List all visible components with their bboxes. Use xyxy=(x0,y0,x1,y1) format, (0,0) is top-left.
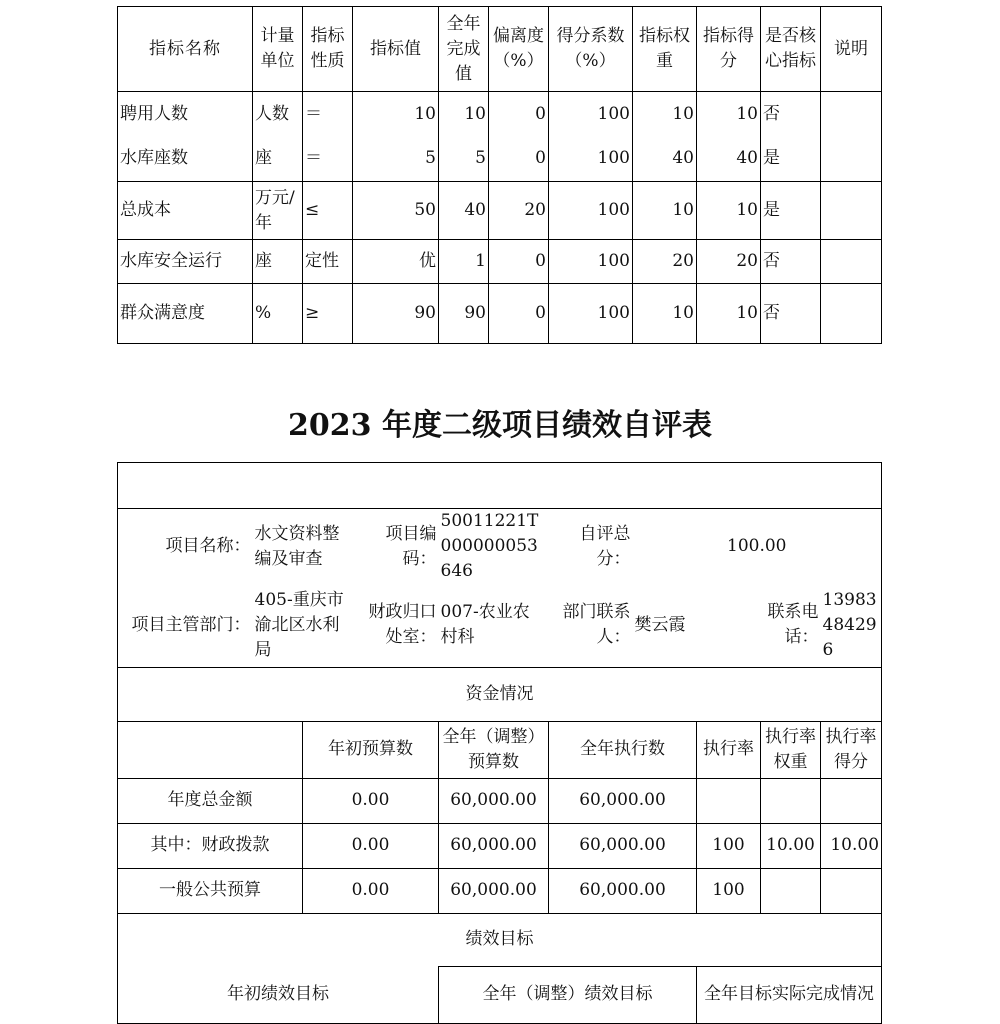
row-done: 1 xyxy=(439,240,489,284)
row-score: 40 xyxy=(697,137,761,182)
row-coef: 100 xyxy=(549,240,633,284)
row-note xyxy=(821,92,882,137)
goals-section-label: 绩效目标 xyxy=(118,913,882,966)
funds-row xyxy=(118,778,882,823)
header-deviation: 偏离度（%） xyxy=(489,7,549,92)
funds-row-adjusted: 60,000.00 xyxy=(439,823,549,868)
row-nature: ＝ xyxy=(303,137,353,182)
project-info-row xyxy=(118,509,882,585)
row-value: 优 xyxy=(353,240,439,284)
total-score-value: 100.00 xyxy=(633,509,882,585)
row-deviation: 20 xyxy=(489,182,549,240)
row-unit: 万元/年 xyxy=(253,182,303,240)
funds-row-rate-score: 10.00 xyxy=(821,823,882,868)
dept-label: 项目主管部门： xyxy=(118,584,253,667)
row-done: 10 xyxy=(439,92,489,137)
row-weight: 10 xyxy=(633,92,697,137)
row-done: 90 xyxy=(439,284,489,344)
funds-row-label: 其中：财政拨款 xyxy=(118,823,303,868)
header-value: 指标值 xyxy=(353,7,439,92)
row-score: 10 xyxy=(697,284,761,344)
page-title: 2023 年度二级项目绩效自评表 xyxy=(288,408,712,443)
row-note xyxy=(821,284,882,344)
header-nature: 指标性质 xyxy=(303,7,353,92)
project-code-value: 50011221T000000053646 xyxy=(439,509,549,585)
indicator-row xyxy=(118,182,882,240)
row-weight: 10 xyxy=(633,284,697,344)
phone-value: 13983484296 xyxy=(821,584,882,667)
funds-header-initial: 年初预算数 xyxy=(303,721,439,778)
project-dept-row xyxy=(118,584,882,667)
funds-header-rate-weight: 执行率权重 xyxy=(761,721,821,778)
indicator-row xyxy=(118,284,882,344)
funds-row-adjusted: 60,000.00 xyxy=(439,868,549,913)
row-coef: 100 xyxy=(549,137,633,182)
row-done: 40 xyxy=(439,182,489,240)
goals-actual-label: 全年目标实际完成情况 xyxy=(697,966,882,1023)
funds-section-row xyxy=(118,667,882,721)
header-weight: 指标权重 xyxy=(633,7,697,92)
row-nature: ≥ xyxy=(303,284,353,344)
funds-section-label: 资金情况 xyxy=(118,667,882,721)
total-score-label: 自评总分： xyxy=(549,509,633,585)
row-core: 是 xyxy=(761,137,821,182)
row-unit: % xyxy=(253,284,303,344)
row-coef: 100 xyxy=(549,284,633,344)
goals-section-row xyxy=(118,913,882,966)
row-deviation: 0 xyxy=(489,284,549,344)
row-deviation: 0 xyxy=(489,92,549,137)
header-core: 是否核心指标 xyxy=(761,7,821,92)
funds-row-rate-score xyxy=(821,778,882,823)
row-score: 10 xyxy=(697,92,761,137)
row-note xyxy=(821,137,882,182)
funds-row-executed: 60,000.00 xyxy=(549,823,697,868)
row-done: 5 xyxy=(439,137,489,182)
funds-row-label: 年度总金额 xyxy=(118,778,303,823)
row-nature: ＝ xyxy=(303,92,353,137)
row-coef: 100 xyxy=(549,92,633,137)
row-note xyxy=(821,240,882,284)
funds-row-rate: 100 xyxy=(697,868,761,913)
contact-value: 樊云霞 xyxy=(633,584,761,667)
funds-header-rate-score: 执行率得分 xyxy=(821,721,882,778)
funds-header-adjusted: 全年（调整）预算数 xyxy=(439,721,549,778)
header-note: 说明 xyxy=(821,7,882,92)
header-unit: 计量单位 xyxy=(253,7,303,92)
row-name: 水库安全运行 xyxy=(118,240,253,284)
funds-row-rate: 100 xyxy=(697,823,761,868)
phone-label: 联系电话： xyxy=(761,584,821,667)
row-score: 10 xyxy=(697,182,761,240)
indicator-row xyxy=(118,240,882,284)
project-code-label: 项目编码： xyxy=(353,509,439,585)
finance-label: 财政归口处室： xyxy=(353,584,439,667)
funds-row xyxy=(118,868,882,913)
funds-row-rate-weight xyxy=(761,778,821,823)
row-name: 聘用人数 xyxy=(118,92,253,137)
row-core: 否 xyxy=(761,92,821,137)
funds-row-executed: 60,000.00 xyxy=(549,868,697,913)
row-name: 群众满意度 xyxy=(118,284,253,344)
funds-row-rate-score xyxy=(821,868,882,913)
blank-row xyxy=(118,463,882,509)
row-weight: 10 xyxy=(633,182,697,240)
row-name: 水库座数 xyxy=(118,137,253,182)
header-indicator-name: 指标名称 xyxy=(118,7,253,92)
funds-row-adjusted: 60,000.00 xyxy=(439,778,549,823)
row-value: 50 xyxy=(353,182,439,240)
row-weight: 40 xyxy=(633,137,697,182)
funds-row xyxy=(118,823,882,868)
funds-row-initial: 0.00 xyxy=(303,778,439,823)
header-score: 指标得分 xyxy=(697,7,761,92)
row-unit: 人数 xyxy=(253,92,303,137)
row-score: 20 xyxy=(697,240,761,284)
row-value: 90 xyxy=(353,284,439,344)
funds-row-initial: 0.00 xyxy=(303,868,439,913)
row-value: 5 xyxy=(353,137,439,182)
blank-cell xyxy=(118,463,882,509)
row-nature: 定性 xyxy=(303,240,353,284)
row-weight: 20 xyxy=(633,240,697,284)
indicator-row xyxy=(118,137,882,182)
project-name-label: 项目名称： xyxy=(118,509,253,585)
dept-value: 405-重庆市渝北区水利局 xyxy=(253,584,353,667)
row-core: 是 xyxy=(761,182,821,240)
funds-row-label: 一般公共预算 xyxy=(118,868,303,913)
funds-header-executed: 全年执行数 xyxy=(549,721,697,778)
funds-row-rate-weight xyxy=(761,868,821,913)
row-coef: 100 xyxy=(549,182,633,240)
goals-adjusted-label: 全年（调整）绩效目标 xyxy=(439,966,697,1023)
indicator-header-row xyxy=(118,7,882,92)
finance-value: 007-农业农村科 xyxy=(439,584,549,667)
row-value: 10 xyxy=(353,92,439,137)
funds-row-initial: 0.00 xyxy=(303,823,439,868)
row-deviation: 0 xyxy=(489,137,549,182)
project-name-value: 水文资料整编及审查 xyxy=(253,509,353,585)
funds-row-rate-weight: 10.00 xyxy=(761,823,821,868)
funds-header-rate: 执行率 xyxy=(697,721,761,778)
goals-header-row xyxy=(118,966,882,1023)
row-name: 总成本 xyxy=(118,182,253,240)
indicator-row xyxy=(118,92,882,137)
funds-row-rate xyxy=(697,778,761,823)
funds-header-row xyxy=(118,721,882,778)
row-unit: 座 xyxy=(253,240,303,284)
header-coef: 得分系数（%） xyxy=(549,7,633,92)
self-evaluation-table xyxy=(117,462,882,1024)
goals-initial-label: 年初绩效目标 xyxy=(118,966,439,1023)
row-nature: ≤ xyxy=(303,182,353,240)
indicator-table xyxy=(117,6,882,344)
row-note xyxy=(821,182,882,240)
row-core: 否 xyxy=(761,284,821,344)
contact-label: 部门联系人： xyxy=(549,584,633,667)
header-done: 全年完成值 xyxy=(439,7,489,92)
row-deviation: 0 xyxy=(489,240,549,284)
row-unit: 座 xyxy=(253,137,303,182)
row-core: 否 xyxy=(761,240,821,284)
funds-row-executed: 60,000.00 xyxy=(549,778,697,823)
funds-header-blank xyxy=(118,721,303,778)
